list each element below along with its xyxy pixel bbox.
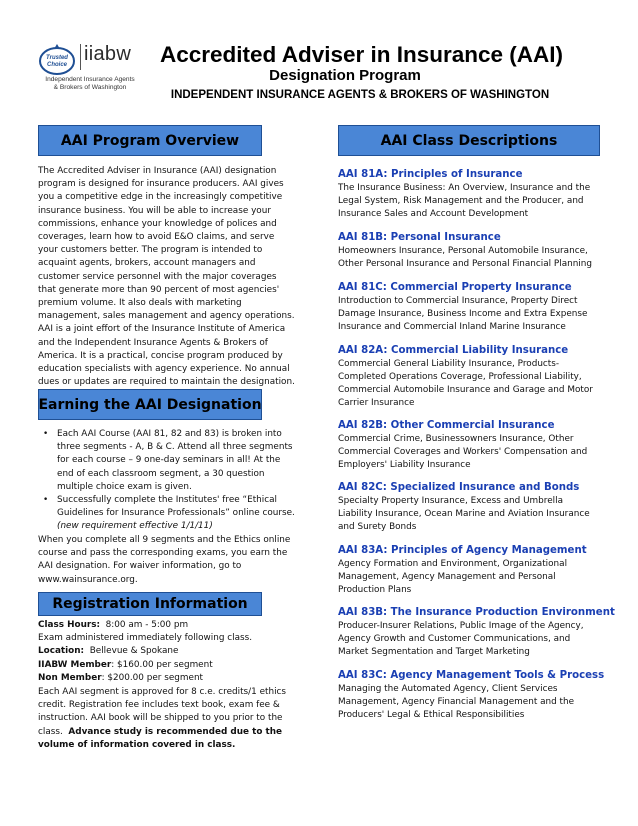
course-description: Producer-Insurer Relations, Public Image of the Agency, Agency Growth and Customer Communications, and Market Segmentation and Target Marketing [338, 621, 584, 657]
course-81c [338, 281, 600, 334]
bullet-dot-icon: • [43, 495, 49, 506]
course-title: AAI 81A: Principles of Insurance [338, 169, 523, 180]
earning-heading: Earning the AAI Designation [38, 389, 262, 420]
course-title: AAI 82C: Specialized Insurance and Bonds [338, 482, 580, 493]
class-hours-label: Class Hours: [38, 620, 101, 630]
class-hours-value: 8:00 am - 5:00 pm [105, 620, 189, 630]
course-description: Managing the Automated Agency, Client Services Management, Agency Financial Management and the Producers' Legal & Ethical Responsibilities [338, 684, 575, 720]
course-description: Commercial General Liability Insurance, Products-Completed Operations Coverage, Professional Liability, Commercial Automobile Insurance and Garage and Motor Carrier Insurance [338, 359, 593, 408]
location-label: Location: [38, 646, 85, 657]
course-title: AAI 81C: Commercial Property Insurance [338, 282, 572, 293]
course-title: AAI 82B: Other Commercial Insurance [338, 420, 555, 431]
registration-heading: Registration Information [38, 592, 262, 616]
course-description: Introduction to Commercial Insurance, Property Direct Damage Insurance, Business Income and Extra Expense Insurance and Commercial Inland Marine Insurance [338, 296, 588, 332]
location-value: Bellevue & Spokane [89, 646, 179, 657]
nonmember-price-value: : $200.00 per segment [101, 672, 204, 683]
approval-text: Each AAI segment is approved for 8 c.e. credits/1 ethics credit. Registration fee includes text book, exam fee & instruction. AAI book will be shipped to you prior to the class. [38, 687, 287, 737]
page-subtitle: Designation Program [269, 67, 421, 84]
course-83a [338, 544, 600, 597]
course-description: Specialty Property Insurance, Excess and Umbrella Liability Insurance, Ocean Marine and Aviation Insurance and Surety Bonds [338, 496, 590, 532]
course-title: AAI 83B: The Insurance Production Environment [338, 607, 615, 618]
course-82a [338, 344, 600, 410]
earning-bullet-2 [40, 494, 296, 534]
logo-subtitle [38, 76, 142, 92]
course-description: Commercial Crime, Businessowners Insurance, Other Commercial Coverages and Workers' Compensation and Employers' Liability Insurance [338, 434, 588, 470]
overview-heading: AAI Program Overview [38, 125, 262, 156]
logo-subtitle-line-1: Independent Insurance Agents [45, 76, 135, 83]
course-title: AAI 81B: Personal Insurance [338, 232, 501, 243]
course-description: Agency Formation and Environment, Organizational Management, Agency Management and Personal Production Plans [338, 559, 568, 595]
earning-bullet-list [40, 428, 296, 534]
earning-bullet-2-text: Successfully complete the Institutes' free “Ethical Guidelines for Insurance Professionals” online course. [57, 495, 295, 519]
member-price-label: IIABW Member [38, 659, 112, 670]
course-83c [338, 669, 605, 722]
course-83b [338, 606, 615, 659]
earning-bullet-2-note: (new requirement effective 1/1/11) [57, 521, 213, 532]
registration-details [38, 619, 296, 752]
nonmember-price-label: Non Member [38, 672, 102, 683]
advance-study-note: Advance study is recommended due to the volume of information covered in class. [38, 726, 282, 750]
course-description: The Insurance Business: An Overview, Insurance and the Legal System, Risk Management and the Producer, and Insurance Sales and Account Development [338, 183, 591, 219]
course-title: AAI 83A: Principles of Agency Management [338, 545, 587, 556]
logo-divider [80, 44, 81, 70]
earning-bullet-1-text: Each AAI Course (AAI 81, 82 and 83) is broken into three segments - A, B & C. Attend all three segments for each course – 9 one-day seminars in all! At the end of each classroom segment, a 30 question multiple choice exam is given. [57, 429, 293, 492]
course-81a [338, 168, 600, 221]
classes-heading: AAI Class Descriptions [338, 125, 600, 156]
course-title: AAI 83C: Agency Management Tools & Process [338, 670, 605, 681]
earning-after-text: When you complete all 9 segments and the Ethics online course and pass the corresponding exams, you earn the AAI designation. For waiver information, go to www.wainsurance.org. [38, 535, 291, 585]
exam-note: Exam administered immediately following class. [38, 633, 253, 644]
course-description: Homeowners Insurance, Personal Automobile Insurance, Other Personal Insurance and Personal Financial Planning [338, 246, 593, 269]
course-82b [338, 419, 600, 472]
logo-brand: iiabw [84, 43, 132, 65]
page-title: Accredited Adviser in Insurance (AAI) [160, 42, 564, 67]
bullet-dot-icon: • [43, 429, 49, 439]
organization-name: INDEPENDENT INSURANCE AGENTS & BROKERS OF WASHINGTON [170, 89, 550, 101]
earning-bullet-1 [40, 428, 296, 494]
iiabw-logo [38, 38, 142, 96]
logo-subtitle-line-2: & Brokers of Washington [53, 84, 127, 91]
course-82c [338, 481, 600, 534]
seal-text-1: Trusted [46, 55, 68, 61]
overview-body: The Accredited Adviser in Insurance (AAI) designation program is designed for insurance producers. AAI gives you a competitive edge in the increasingly competitive insurance business. You will be able to increase your commissions, enhance your knowledge of polices and coverages, learn how to avoid E&O claims, and serve your customers better. The program is intended to acquaint agents, brokers, account managers and customer service personnel with the major coverages that generate more than 90 percent of most agencies' premium volume. It also deals with marketing management, sales management and agency operations. AAI is a joint effort of the Insurance Institute of America and the Independent Insurance Agents & Brokers of America. It is a practical, concise program produced by education specialists with agency experience. No annual dues or updates are required to maintain the designation. [38, 166, 295, 388]
member-price-value: : $160.00 per segment [111, 659, 213, 670]
seal-text-2: Choice [46, 62, 68, 68]
course-81b [338, 231, 600, 271]
trusted-choice-seal-icon [38, 42, 76, 76]
course-title: AAI 82A: Commercial Liability Insurance [338, 345, 569, 356]
